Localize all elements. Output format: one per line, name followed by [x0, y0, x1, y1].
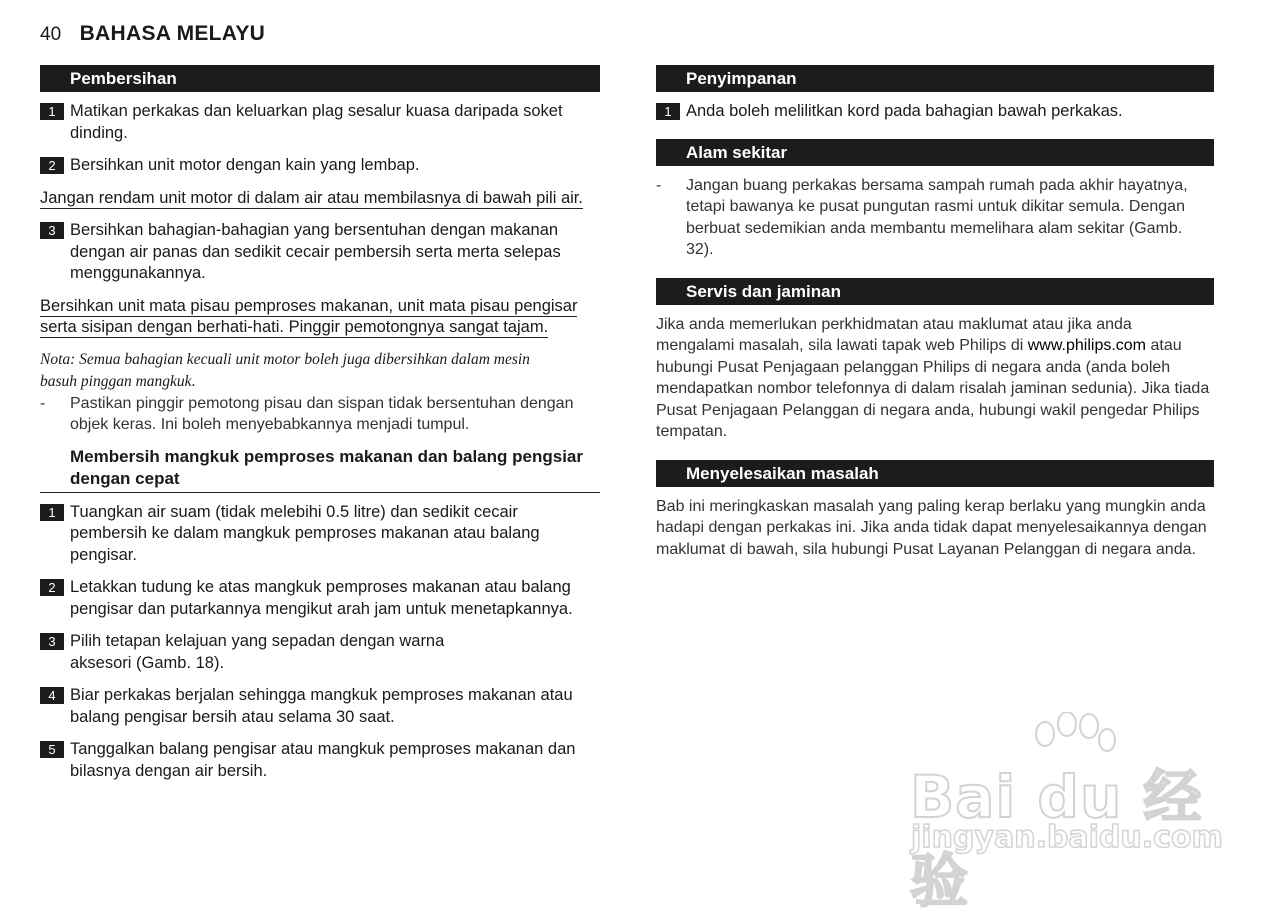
step-number: 3 — [40, 222, 64, 239]
step-number: 4 — [40, 687, 64, 704]
dishwasher-note — [40, 349, 530, 393]
warning-text: Bersihkan unit mata pisau pemproses makanan, unit mata pisau pengisar serta sisipan dengan berhati-hati. Pinggir pemotongnya sangat tajam. — [40, 296, 578, 336]
tip-text: Pastikan pinggir pemotong pisau dan sispan tidak bersentuhan dengan objek keras. Ini boleh menyebabkannya menjadi tumpul. — [70, 394, 574, 433]
section-heading-environment: Alam sekitar — [656, 139, 1214, 166]
left-column — [40, 65, 600, 782]
blade-tip — [40, 393, 600, 436]
environment-body: Jangan buang perkakas bersama sampah rumah pada akhir hayatnya, tetapi bawanya ke pusat pungutan rasmi untuk dikitar semula. Dengan berbuat sedemikian anda membantu memelihara alam sekitar (Gamb. 32). — [686, 176, 1188, 258]
warning-sharp-blades — [40, 296, 600, 339]
note-text: Nota: Semua bahagian kecuali unit motor boleh juga dibersihkan dalam mesin basuh pinggan mangkuk — [40, 350, 530, 390]
section-heading-troubleshooting: Menyelesaikan masalah — [656, 460, 1214, 487]
step-number: 3 — [40, 633, 64, 650]
step-text: Matikan perkakas dan keluarkan plag sesalur kuasa daripada soket dinding. — [70, 102, 563, 142]
cleaning-step-3 — [40, 220, 600, 285]
step-text: Bersihkan bahagian-bahagian yang bersentuhan dengan makanan dengan air panas dan sedikit cecair pembersih serta merta selepas menggunakannya. — [70, 221, 561, 282]
cleaning-step-1 — [40, 101, 600, 144]
step-text: Tuangkan air suam (tidak melebihi 0.5 litre) dan sedikit cecair pembersih ke dalam mangkuk pemproses makanan atau balang pengisar. — [70, 502, 540, 564]
step-number: 1 — [40, 103, 64, 120]
page-header — [40, 22, 265, 46]
bowl-step-5 — [40, 739, 600, 782]
page-number: 40 — [40, 24, 62, 45]
step-number: 5 — [40, 741, 64, 758]
right-column — [656, 65, 1214, 560]
step-text: Letakkan tudung ke atas mangkuk pemproses makanan atau balang pengisar dan putarkannya mengikut arah jam untuk menetapkannya. — [70, 578, 573, 618]
cleaning-step-2 — [40, 155, 600, 177]
section-heading-cleaning: Pembersihan — [40, 65, 600, 92]
step-text: Biar perkakas berjalan sehingga mangkuk pemproses makanan atau balang pengisar bersih atau selama 30 saat. — [70, 686, 573, 726]
philips-website-link[interactable]: www.philips.com — [1027, 337, 1147, 354]
dash-marker: - — [656, 176, 662, 194]
troubleshooting-text: Bab ini meringkaskan masalah yang paling kerap berlaku yang mungkin anda hadapi dengan perkakas ini. Jika anda tidak dapat menyelesaikannya dengan maklumat di bawah, sila hubungi Pusat Layanan Pelanggan di negara anda. — [656, 497, 1207, 558]
service-body-b: atau hubungi Pusat Penjagaan pelanggan Philips di negara anda (anda boleh mendapatkan nombor telefonnya di dalam risalah jaminan sedunia). Jika tiada Pusat Penjagaan Pelanggan di negara anda, hubungi wakil pengedar Philips tempatan. — [656, 337, 1210, 440]
bowl-step-4 — [40, 685, 600, 728]
section-heading-storage: Penyimpanan — [656, 65, 1214, 92]
note-period: . — [191, 372, 196, 390]
step-number: 2 — [40, 579, 64, 596]
environment-text — [656, 175, 1214, 261]
service-body-a: Jika anda memerlukan perkhidmatan atau maklumat atau jika anda mengalami masalah, sila lawati tapak web Philips di — [656, 315, 1132, 354]
watermark-url: jingyan.baidu.com — [911, 820, 1223, 855]
dash-marker: - — [40, 394, 46, 412]
watermark-brand: Bai du 经验 — [910, 763, 1203, 915]
step-text: Pilih tetapan kelajuan yang sepadan dengan warna aksesori (Gamb. 18). — [70, 632, 445, 672]
step-text: Tanggalkan balang pengisar atau mangkuk pemproses makanan dan bilasnya dengan air bersih. — [70, 740, 576, 780]
step-text: Anda boleh melilitkan kord pada bahagian bawah perkakas. — [686, 102, 1123, 120]
language-title: BAHASA MELAYU — [79, 22, 266, 45]
step-text: Bersihkan unit motor dengan kain yang lembap. — [70, 156, 420, 174]
section-heading-service: Servis dan jaminan — [656, 278, 1214, 305]
baidu-watermark-logo — [905, 712, 1223, 915]
step-number: 1 — [40, 504, 64, 521]
service-text — [656, 314, 1214, 443]
subheading-bowl-cleaning: Membersih mangkuk pemproses makanan dan balang pengsiar dengan cepat — [40, 446, 600, 493]
warning-no-immerse — [40, 188, 590, 210]
bowl-step-3 — [40, 631, 600, 674]
step-number: 2 — [40, 157, 64, 174]
bowl-step-1 — [40, 502, 600, 567]
storage-step-1 — [656, 101, 1214, 123]
warning-text: Jangan rendam unit motor di dalam air atau membilasnya di bawah pili air. — [40, 188, 583, 207]
bowl-step-2 — [40, 577, 600, 620]
step-number: 1 — [656, 103, 680, 120]
